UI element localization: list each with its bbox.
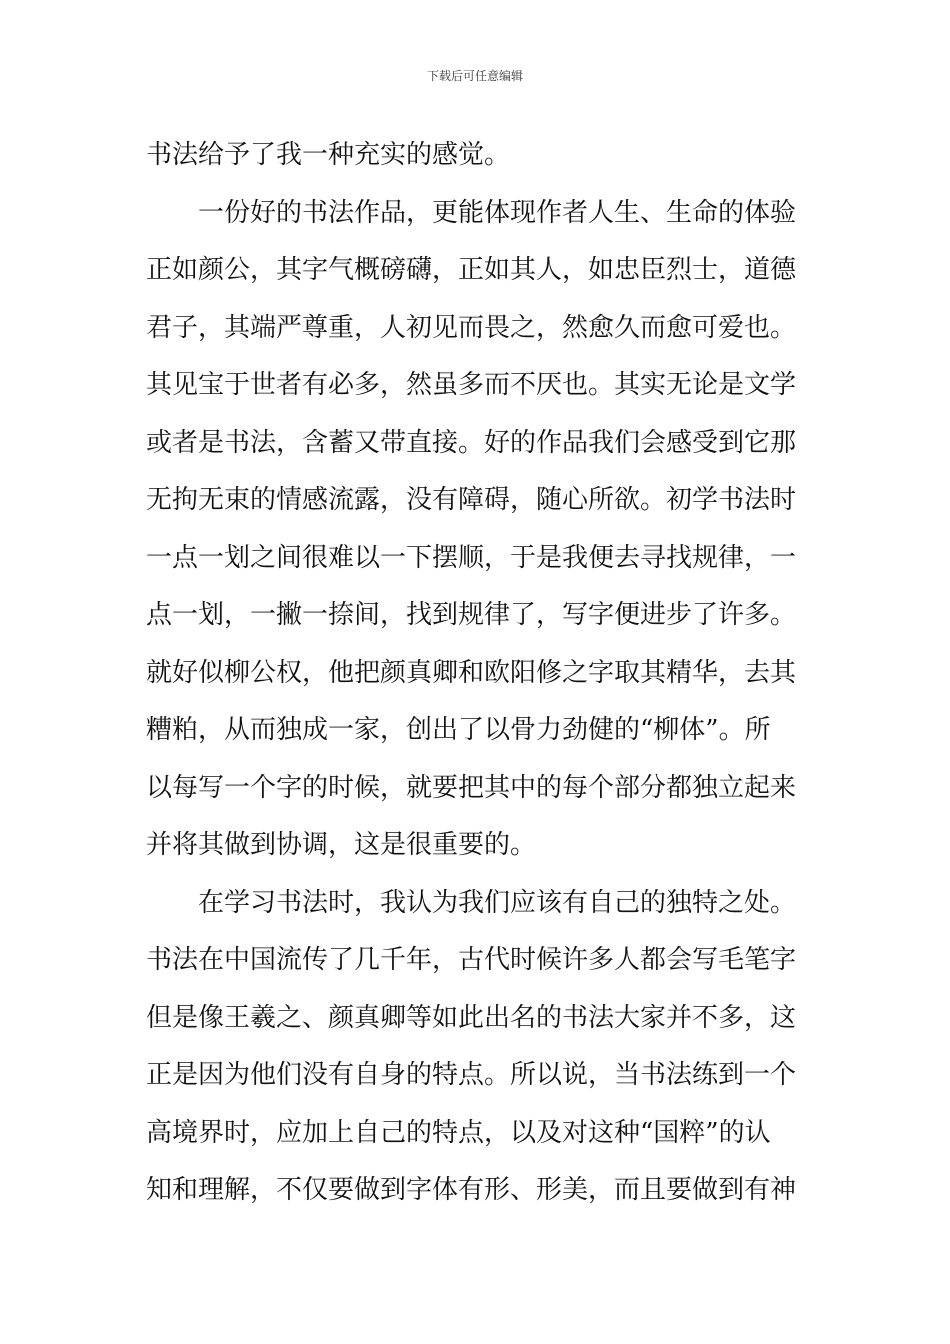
text-line: 无拘无束的情感流露，没有障碍，随心所欲。初学书法时 xyxy=(146,485,797,515)
text-line: 书法给予了我一种充实的感觉。 xyxy=(146,140,511,170)
text-line: 一点一划之间很难以一下摆顺，于是我便去寻找规律，一 xyxy=(146,542,797,573)
text-line: 书法在中国流传了几千年，古代时候许多人都会写毛笔字 xyxy=(146,945,797,975)
body-text xyxy=(146,127,816,1220)
text-line: 君子，其端严尊重，人初见而畏之，然愈久而愈可爱也。 xyxy=(146,312,797,343)
text-line: 并将其做到协调，这是很重要的。 xyxy=(146,830,537,860)
text-line: 糟粕，从而独成一家，创出了以骨力劲健的“柳体”。所 xyxy=(146,715,771,745)
text-line: 以每写一个字的时候，就要把其中的每个部分都独立起来 xyxy=(146,772,797,803)
text-line: 知和理解，不仅要做到字体有形、形美，而且要做到有神 xyxy=(146,1175,797,1205)
text-line: 点一划，一撇一捺间，找到规律了，写字便进步了许多。 xyxy=(146,600,797,630)
page-header: 下载后可任意编辑 xyxy=(426,69,523,83)
text-line: 高境界时，应加上自己的特点，以及对这种“国粹”的认 xyxy=(146,1117,771,1148)
text-line: 就好似柳公权，他把颜真卿和欧阳修之字取其精华，去其 xyxy=(146,657,797,688)
text-line: 其见宝于世者有必多，然虽多而不厌也。其实无论是文学 xyxy=(146,370,797,400)
text-line: 或者是书法，含蓄又带直接。好的作品我们会感受到它那 xyxy=(146,427,797,458)
text-line: 但是像王羲之、颜真卿等如此出名的书法大家并不多，这 xyxy=(146,1002,797,1033)
text-line: 一份好的书法作品，更能体现作者人生、生命的体验 xyxy=(146,197,797,228)
text-line: 正如颜公，其字气概磅礴，正如其人，如忠臣烈士，道德 xyxy=(146,255,797,285)
text-line: 在学习书法时，我认为我们应该有自己的独特之处。 xyxy=(146,887,797,918)
text-line: 正是因为他们没有自身的特点。所以说，当书法练到一个 xyxy=(146,1060,797,1090)
